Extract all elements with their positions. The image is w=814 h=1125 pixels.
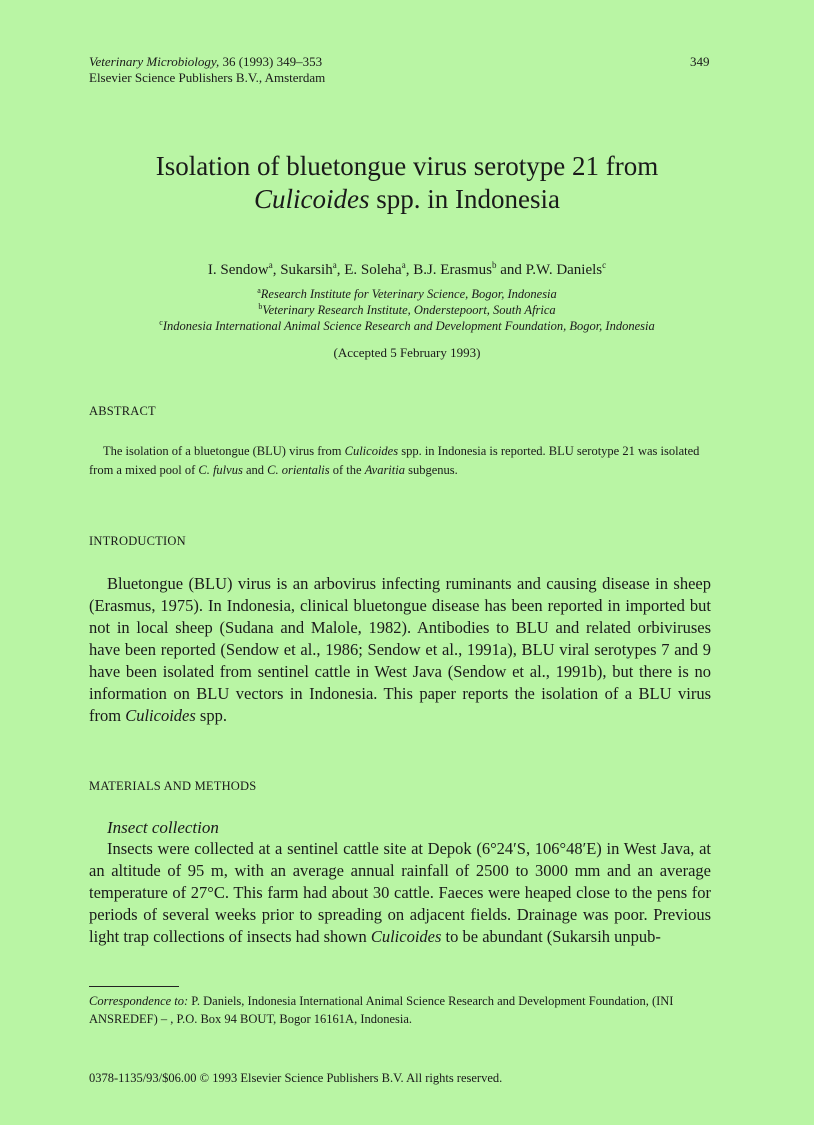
- methods-heading: MATERIALS AND METHODS: [89, 779, 257, 793]
- affiliation-marker: c: [159, 317, 163, 327]
- paper-title: [0, 150, 814, 216]
- introduction-text: Bluetongue (BLU) virus is an arbovirus infecting ruminants and causing disease in sheep (Erasmus, 1975). In Indonesia, clinical bluetongue disease has been reported in imported but not in local sheep (Sudana and Malole, 1982). Antibodies to BLU and related orbiviruses have been reported (Sendow et al., 1986; Sendow et al., 1991a), BLU viral serotypes 7 and 9 have been isolated from sentinel cattle in West Java (Sendow et al., 1991b), but there is no information on BLU vectors in Indonesia. This paper reports the isolation of a BLU virus from: [89, 574, 711, 725]
- insect-collection-body: [89, 838, 711, 948]
- introduction-body: [89, 573, 711, 727]
- author-separator: ,: [336, 262, 345, 278]
- abstract-text: and: [242, 463, 268, 477]
- journal-citation: [89, 54, 322, 70]
- author-affil-marker: b: [491, 260, 497, 270]
- affiliation-a: [0, 287, 814, 302]
- affiliation-text: Research Institute for Veterinary Science, Bogor, Indonesia: [260, 287, 557, 301]
- introduction-paragraph: [89, 573, 711, 727]
- copyright-line: 0378-1135/93/$06.00 © 1993 Elsevier Science Publishers B.V. All rights reserved.: [89, 1071, 503, 1085]
- author-affil-marker: a: [401, 260, 406, 270]
- abstract-text: The isolation of a bluetongue (BLU) virus from: [103, 444, 345, 458]
- author-name: I. Sendow: [207, 262, 269, 278]
- affiliation-text: Veterinary Research Institute, Onderstepoort, South Africa: [262, 303, 556, 317]
- author-name: Sukarsih: [280, 262, 333, 278]
- author-name: E. Soleha: [344, 262, 402, 278]
- abstract-body: [89, 442, 709, 480]
- abstract-text: subgenus.: [404, 463, 458, 477]
- introduction-text: spp.: [195, 706, 227, 725]
- accepted-date: (Accepted 5 February 1993): [333, 345, 481, 360]
- title-line-2-rest: spp. in Indonesia: [369, 184, 560, 214]
- author-affil-marker: a: [332, 260, 337, 270]
- page-number: 349: [690, 54, 710, 69]
- affiliation-b: [0, 303, 814, 318]
- abstract-heading: ABSTRACT: [89, 404, 156, 418]
- abstract-italic: C. orientalis: [267, 463, 330, 477]
- abstract-italic: Culicoides: [344, 444, 399, 458]
- methods-text: Insects were collected at a sentinel cattle site at Depok (6°24′S, 106°48′E) in West Java, at an altitude of 95 m, with an average annual rainfall of 2500 to 3000 mm and an average temperature of 27°C. This farm had about 30 cattle. Faeces were heaped close to the pens for periods of several weeks prior to spreading on adjacent fields. Drainage was poor. Previous light trap collections of insects had shown: [89, 839, 711, 946]
- author-name: B.J. Erasmus: [413, 262, 492, 278]
- methods-text: to be abundant (Sukarsih unpub-: [441, 927, 661, 946]
- author-name: P.W. Daniels: [525, 262, 603, 278]
- author-separator: ,: [405, 262, 414, 278]
- publisher-line: Elsevier Science Publishers B.V., Amsterdam: [89, 70, 326, 85]
- journal-volume-pages: 36 (1993) 349–353: [219, 54, 323, 69]
- title-italic-genus: Culicoides: [254, 184, 370, 214]
- affiliation-marker: b: [258, 301, 263, 311]
- author-list: [0, 262, 814, 279]
- footnote-text: P. Daniels, Indonesia International Animal Science Research and Development Foundation, (INI ANSREDEF) – , P.O. Box 94 BOUT, Bogor 16161A, Indonesia.: [89, 994, 674, 1026]
- author-affil-marker: a: [268, 260, 273, 270]
- author-affil-marker: c: [602, 260, 607, 270]
- journal-name: Veterinary Microbiology,: [89, 54, 220, 69]
- introduction-heading: INTRODUCTION: [89, 534, 186, 548]
- methods-italic: Culicoides: [370, 927, 442, 946]
- footnote-label: Correspondence to:: [89, 994, 189, 1008]
- affiliation-c: [0, 319, 814, 334]
- abstract-italic: C. fulvus: [198, 463, 243, 477]
- abstract-text: of the: [329, 463, 365, 477]
- title-line-1: Isolation of bluetongue virus serotype 21 from: [155, 151, 659, 181]
- title-line-2: [0, 183, 814, 216]
- author-separator: and: [496, 262, 526, 278]
- methods-paragraph: [89, 838, 711, 948]
- affiliation-marker: a: [257, 285, 261, 295]
- correspondence-footnote: [89, 992, 709, 1028]
- abstract-paragraph: [89, 442, 709, 480]
- insect-collection-subheading: Insect collection: [107, 818, 219, 837]
- author-separator: ,: [272, 262, 281, 278]
- footnote-divider: [89, 986, 179, 987]
- affiliation-text: Indonesia International Animal Science Research and Development Foundation, Bogor, Indonesia: [162, 319, 655, 333]
- introduction-italic: Culicoides: [125, 706, 196, 725]
- abstract-text: spp. in Indonesia is reported. BLU serotype 21 was isolated from a mixed pool of: [89, 444, 700, 477]
- abstract-italic: Avaritia: [364, 463, 405, 477]
